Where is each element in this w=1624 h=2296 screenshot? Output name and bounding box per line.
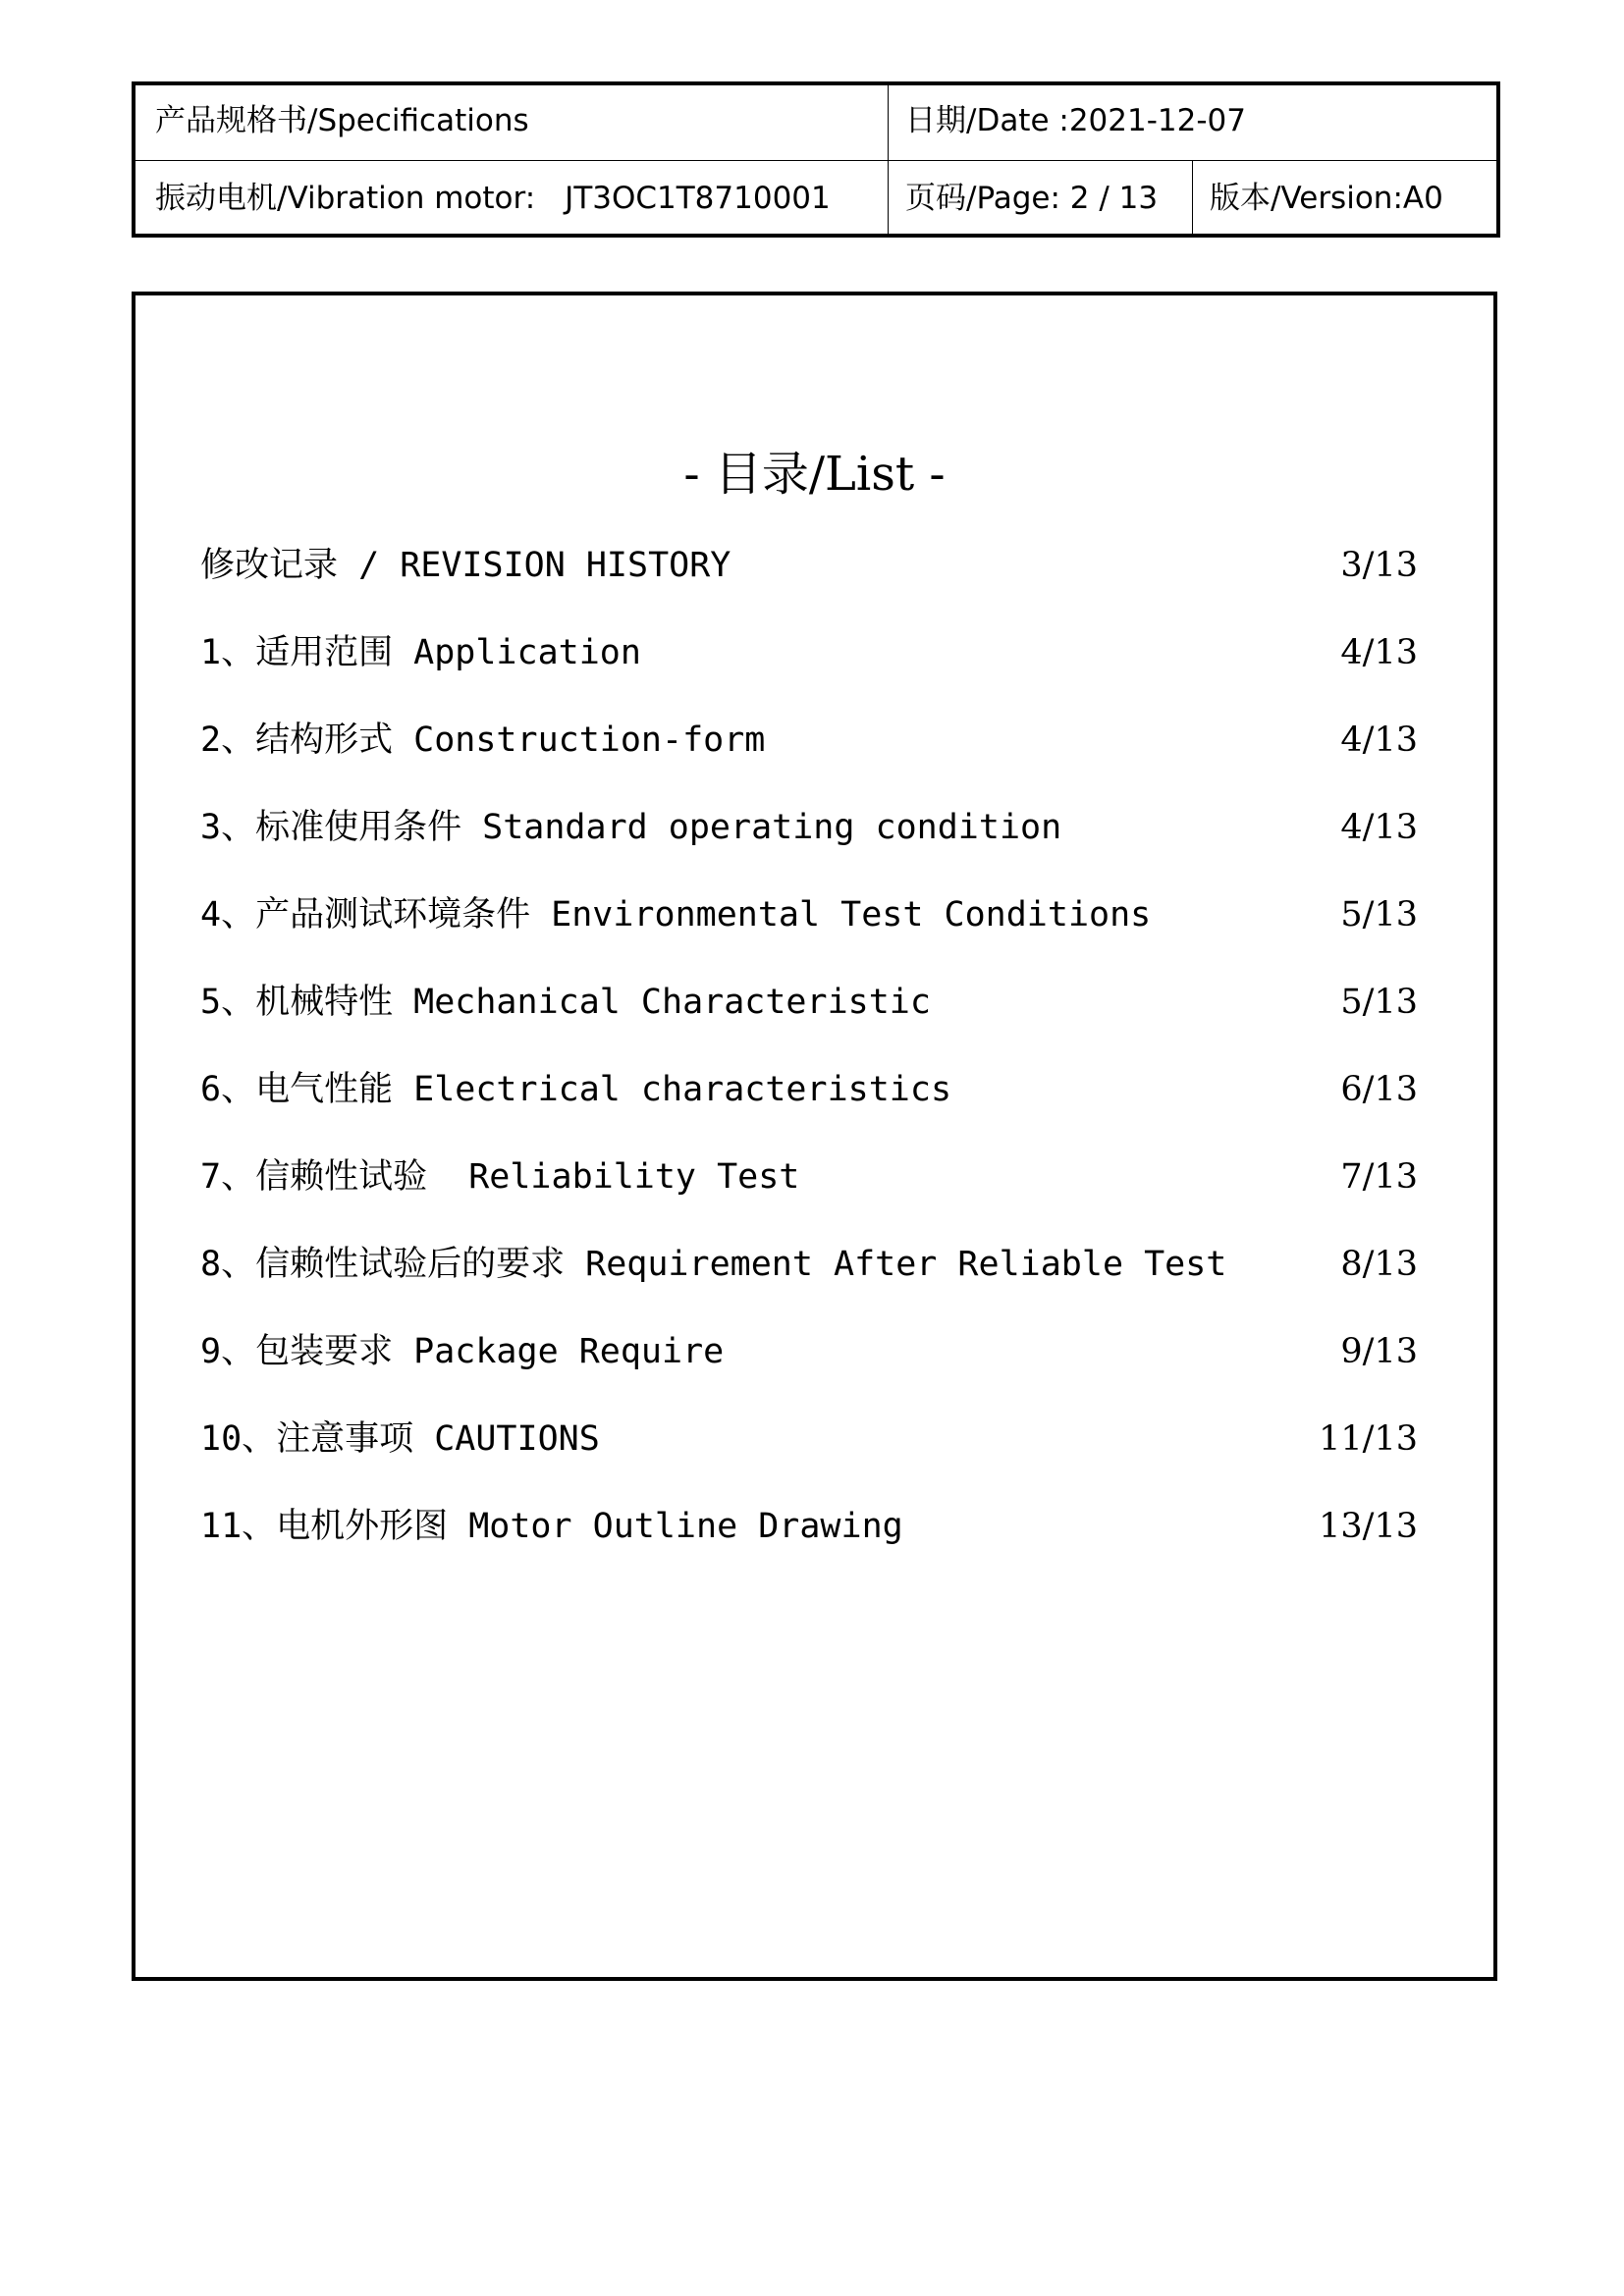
toc-item (135, 723, 1493, 782)
motor-label: 振动电机/Vibration motor: (155, 181, 536, 216)
toc-item (135, 1419, 1493, 1481)
toc-item-page: 4/13 (1340, 721, 1418, 760)
toc-item-page: 8/13 (1340, 1245, 1418, 1284)
document-version: 版本/Version:A0 (1210, 181, 1443, 216)
toc-item-label: 11、电机外形图 Motor Outline Drawing (200, 1507, 903, 1546)
toc-item-page: 9/13 (1340, 1332, 1418, 1371)
toc-item (135, 1332, 1493, 1394)
toc-item (135, 895, 1493, 957)
toc-item-label: 4、产品测试环境条件 Environmental Test Conditions (200, 895, 1152, 934)
toc-item-label: 3、标准使用条件 Standard operating condition (200, 808, 1062, 847)
toc-item-page: 4/13 (1340, 808, 1418, 847)
document-date: 日期/Date :2021-12-07 (905, 103, 1246, 138)
motor-code: JT3OC1T8710001 (565, 181, 831, 216)
motor-model (155, 181, 831, 216)
toc-item-page: 11/13 (1319, 1419, 1418, 1459)
toc-item (135, 546, 1493, 608)
toc-item (135, 1507, 1493, 1569)
spec-title: 产品规格书/Specifications (155, 103, 529, 138)
toc-item-label: 修改记录 / REVISION HISTORY (200, 546, 731, 585)
toc-item (135, 1245, 1493, 1307)
table-of-contents-box (132, 292, 1497, 1981)
toc-item-page: 13/13 (1319, 1507, 1418, 1546)
toc-item-page: 5/13 (1340, 983, 1418, 1022)
toc-item (135, 1157, 1493, 1219)
header-column-divider (1192, 160, 1193, 234)
toc-item (135, 633, 1493, 695)
toc-item-label: 2、结构形式 Construction-form (200, 721, 766, 760)
toc-item-label: 6、电气性能 Electrical characteristics (200, 1070, 952, 1109)
toc-item-label: 5、机械特性 Mechanical Characteristic (200, 983, 931, 1022)
header-column-divider (888, 85, 889, 234)
header-row-divider (135, 160, 1496, 161)
toc-item-label: 8、信赖性试验后的要求 Requirement After Reliable Test (200, 1245, 1227, 1284)
toc-item-page: 4/13 (1340, 633, 1418, 672)
page-number: 页码/Page: 2 / 13 (905, 181, 1159, 216)
toc-item-page: 3/13 (1340, 546, 1418, 585)
toc-item (135, 983, 1493, 1044)
toc-item-page: 7/13 (1340, 1157, 1418, 1197)
toc-item-label: 10、注意事项 CAUTIONS (200, 1419, 600, 1459)
toc-item (135, 1070, 1493, 1132)
toc-item (135, 808, 1493, 870)
toc-item-page: 5/13 (1340, 895, 1418, 934)
toc-item-label: 1、适用范围 Application (200, 633, 641, 672)
toc-item-label: 9、包装要求 Package Require (200, 1332, 725, 1371)
document-header-table (132, 81, 1500, 238)
toc-item-label: 7、信赖性试验 Reliability Test (200, 1157, 800, 1197)
toc-title: - 目录/List - (683, 447, 946, 502)
toc-item-page: 6/13 (1340, 1070, 1418, 1109)
